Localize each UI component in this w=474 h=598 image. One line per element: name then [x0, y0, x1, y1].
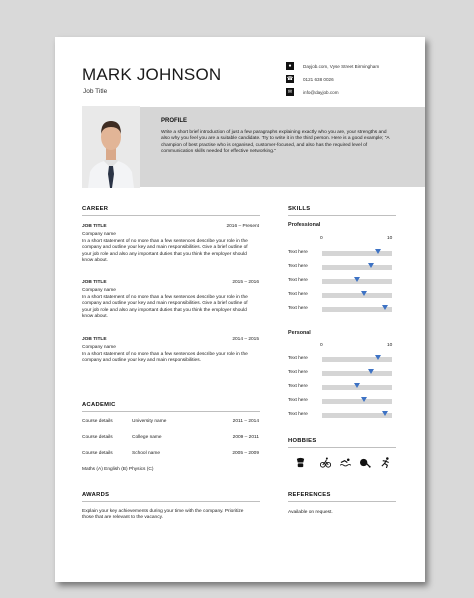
skill-label: Text here	[288, 398, 308, 403]
skill-bar	[322, 307, 392, 312]
company-name-1: Company name	[82, 232, 116, 237]
company-name-3: Company name	[82, 345, 116, 350]
academic-dates-2: 2009 – 2011	[232, 435, 259, 440]
skill-label: Text here	[288, 292, 308, 297]
hobbies-heading: HOBBIES	[288, 438, 317, 444]
references-divider	[288, 501, 396, 502]
skill-level-marker	[361, 291, 367, 296]
awards-text: Explain your key achievements during your time with the company. Prioritize those that are relevant to the vacancy.	[82, 509, 244, 521]
academic-dates-3: 2005 – 2009	[232, 451, 259, 456]
school-name-2: College name	[132, 435, 162, 440]
job-dates-2: 2015 – 2016	[232, 280, 259, 285]
school-name-1: University name	[132, 419, 167, 424]
job-title: Job Title	[83, 88, 108, 95]
job-description-2: In a short statement of no more than a few sentences describe your role in the company and outline your key and main responsibilities. Give a brief outline of your job role and also any important duties that you think the employer should know about.	[82, 295, 248, 320]
career-heading: CAREER	[82, 206, 109, 212]
references-heading: REFERENCES	[288, 492, 331, 498]
profile-photo	[82, 106, 140, 188]
candidate-name: MARK JOHNSON	[82, 65, 222, 84]
awards-heading: AWARDS	[82, 492, 110, 498]
scale-min-professional: 0	[320, 236, 323, 241]
skill-level-marker	[382, 411, 388, 416]
career-divider	[82, 215, 260, 216]
skill-level-marker	[368, 369, 374, 374]
skill-level-marker	[354, 277, 360, 282]
job-dates-1: 2016 – Present	[226, 224, 259, 229]
skill-level-marker	[361, 397, 367, 402]
skill-label: Text here	[288, 356, 308, 361]
cv-page	[55, 37, 425, 582]
job-title-3: JOB TITLE	[82, 337, 107, 342]
cooking-icon	[295, 457, 306, 468]
skill-bar	[322, 265, 392, 270]
job-description-1: In a short statement of no more than a few sentences describe your role in the company and outline your key and main responsibilities. Give a brief outline of your job role and also any important duties that you think the employer should know about.	[82, 239, 248, 264]
skill-bar	[322, 371, 392, 376]
job-title-2: JOB TITLE	[82, 280, 107, 285]
skill-bar	[322, 251, 392, 256]
skill-level-marker	[375, 249, 381, 254]
skill-bar	[322, 385, 392, 390]
scale-max-professional: 10	[387, 236, 393, 241]
cycling-icon	[320, 457, 331, 468]
professional-heading: Professional	[288, 222, 321, 228]
skill-label: Text here	[288, 370, 308, 375]
phone-icon: ☎	[286, 76, 294, 82]
skill-label: Text here	[288, 278, 308, 283]
skill-bar	[322, 399, 392, 404]
academic-dates-1: 2011 – 2014	[232, 419, 259, 424]
contact-phone: ☎ 0121 638 0026	[286, 76, 334, 82]
hobbies-divider	[288, 447, 396, 448]
email-icon: ✉	[287, 89, 293, 95]
running-icon	[380, 457, 391, 468]
profile-heading: PROFILE	[161, 118, 188, 124]
course-details-3: Course details	[82, 451, 113, 456]
contact-email[interactable]: ✉ info@dayjob.com	[287, 89, 339, 95]
skill-label: Text here	[288, 264, 308, 269]
skill-label: Text here	[288, 250, 308, 255]
awards-divider	[82, 501, 260, 502]
skills-divider	[288, 215, 396, 216]
course-details-1: Course details	[82, 419, 113, 424]
skill-level-marker	[368, 263, 374, 268]
academic-divider	[82, 411, 260, 412]
swimming-icon	[340, 457, 351, 468]
skill-bar	[322, 413, 392, 418]
skill-level-marker	[354, 383, 360, 388]
company-name-2: Company name	[82, 288, 116, 293]
school-name-3: School name	[132, 451, 160, 456]
academic-heading: ACADEMIC	[82, 402, 116, 408]
skill-bar	[322, 279, 392, 284]
skill-bar	[322, 357, 392, 362]
personal-heading: Personal	[288, 330, 311, 336]
references-text: Available on request.	[288, 510, 333, 515]
course-details-2: Course details	[82, 435, 113, 440]
skill-level-marker	[375, 355, 381, 360]
skill-level-marker	[382, 305, 388, 310]
skills-heading: SKILLS	[288, 206, 311, 212]
job-title-1: JOB TITLE	[82, 224, 107, 229]
scale-max-personal: 10	[387, 343, 393, 348]
skill-label: Text here	[288, 306, 308, 311]
job-description-3: In a short statement of no more than a few sentences describe your role in the company and outline your key and main responsibilities.	[82, 352, 248, 364]
music-icon	[360, 457, 371, 468]
skill-label: Text here	[288, 384, 308, 389]
skill-bar	[322, 293, 392, 298]
profile-text: Write a short brief introduction of just a few paragraphs explaining exactly who you are, your strengths and also why you feel you are a suitable candidate. Try to write it in the third person. Here is a good example; "A champion of best practise who is organised, customer-focused, and also has the required level of communication skills needed for effective networking."	[161, 130, 390, 155]
contact-address: ● Dayjob.com, Vyse Street Birmingham	[286, 60, 421, 72]
location-pin-icon: ●	[286, 62, 294, 70]
scale-min-personal: 0	[320, 343, 323, 348]
grades: Maths (A) English (B) Physics (C)	[82, 467, 154, 472]
job-dates-3: 2014 – 2015	[232, 337, 259, 342]
skill-label: Text here	[288, 412, 308, 417]
